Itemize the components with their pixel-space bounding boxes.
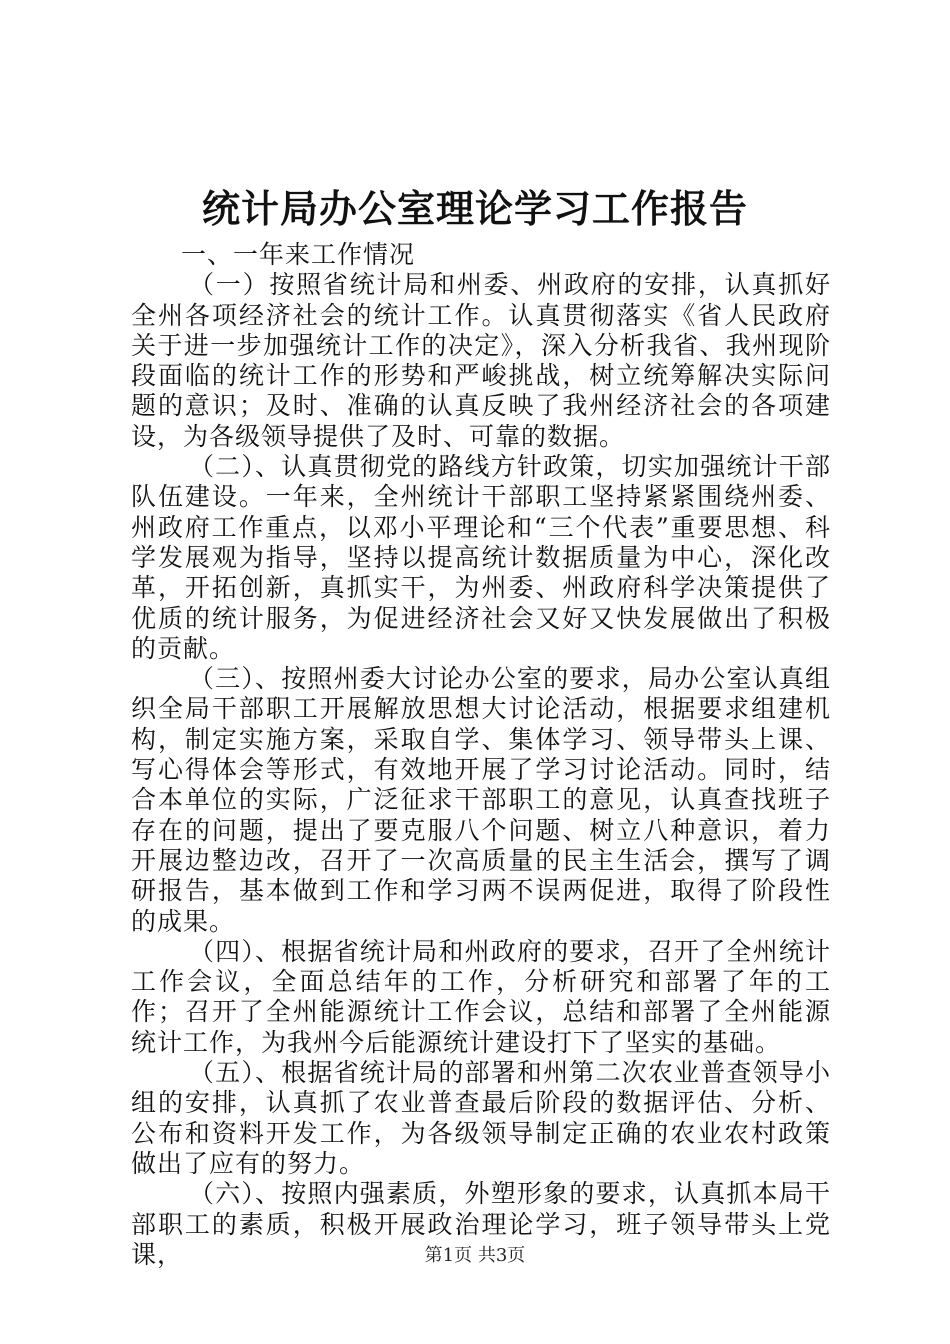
paragraph-5: （五）、根据省统计局的部署和州第二次农业普查领导小组的安排，认真抓了农业普查最后阶段的数据评估、分析、公布和资料开发工作，为各级领导制定正确的农业农村政策做出了应有的努力。 <box>131 1058 831 1178</box>
paragraph-6: （六）、按照内强素质，外塑形象的要求，认真抓本局干部职工的素质，积极开展政治理论学习，班子领导带头上党课， <box>131 1179 831 1269</box>
section-heading: 一、一年来工作情况 <box>181 240 416 269</box>
document-body <box>131 240 831 1270</box>
paragraph-1: （一）按照省统计局和州委、州政府的安排，认真抓好全州各项经济社会的统计工作。认真贯彻落实《省人民政府关于进一步加强统计工作的决定》，深入分析我省、我州现阶段面临的统计工作的形势和严峻挑战，树立统筹解决实际问题的意识；及时、准确的认真反映了我州经济社会的各项建设，为各级领导提供了及时、可靠的数据。 <box>131 270 831 451</box>
document-title: 统计局办公室理论学习工作报告 <box>201 186 748 231</box>
page-footer: 第1页 共3页 <box>424 1245 526 1266</box>
paragraph-3: （三）、按照州委大讨论办公室的要求，局办公室认真组织全局干部职工开展解放思想大讨论活动，根据要求组建机构，制定实施方案，采取自学、集体学习、领导带头上课、写心得体会等形式，有效地开展了学习讨论活动。同时，结合本单位的实际，广泛征求干部职工的意见，认真查找班子存在的问题，提出了要克服八个问题、树立八种意识，着力开展边整边改，召开了一次高质量的民主生活会，撰写了调研报告，基本做到工作和学习两不误两促进，取得了阶段性的成果。 <box>131 664 831 936</box>
paragraph-2: （二）、认真贯彻党的路线方针政策，切实加强统计干部队伍建设。一年来，全州统计干部职工坚持紧紧围绕州委、州政府工作重点，以邓小平理论和“三个代表”重要思想、科学发展观为指导，坚持以提高统计数据质量为中心，深化改革，开拓创新，真抓实干，为州委、州政府科学决策提供了优质的统计服务，为促进经济社会又好又快发展做出了积极的贡献。 <box>131 452 831 663</box>
paragraph-4: （四）、根据省统计局和州政府的要求，召开了全州统计工作会议，全面总结年的工作，分析研究和部署了年的工作；召开了全州能源统计工作会议，总结和部署了全州能源统计工作，为我州今后能源统计建设打下了坚实的基础。 <box>131 936 831 1057</box>
